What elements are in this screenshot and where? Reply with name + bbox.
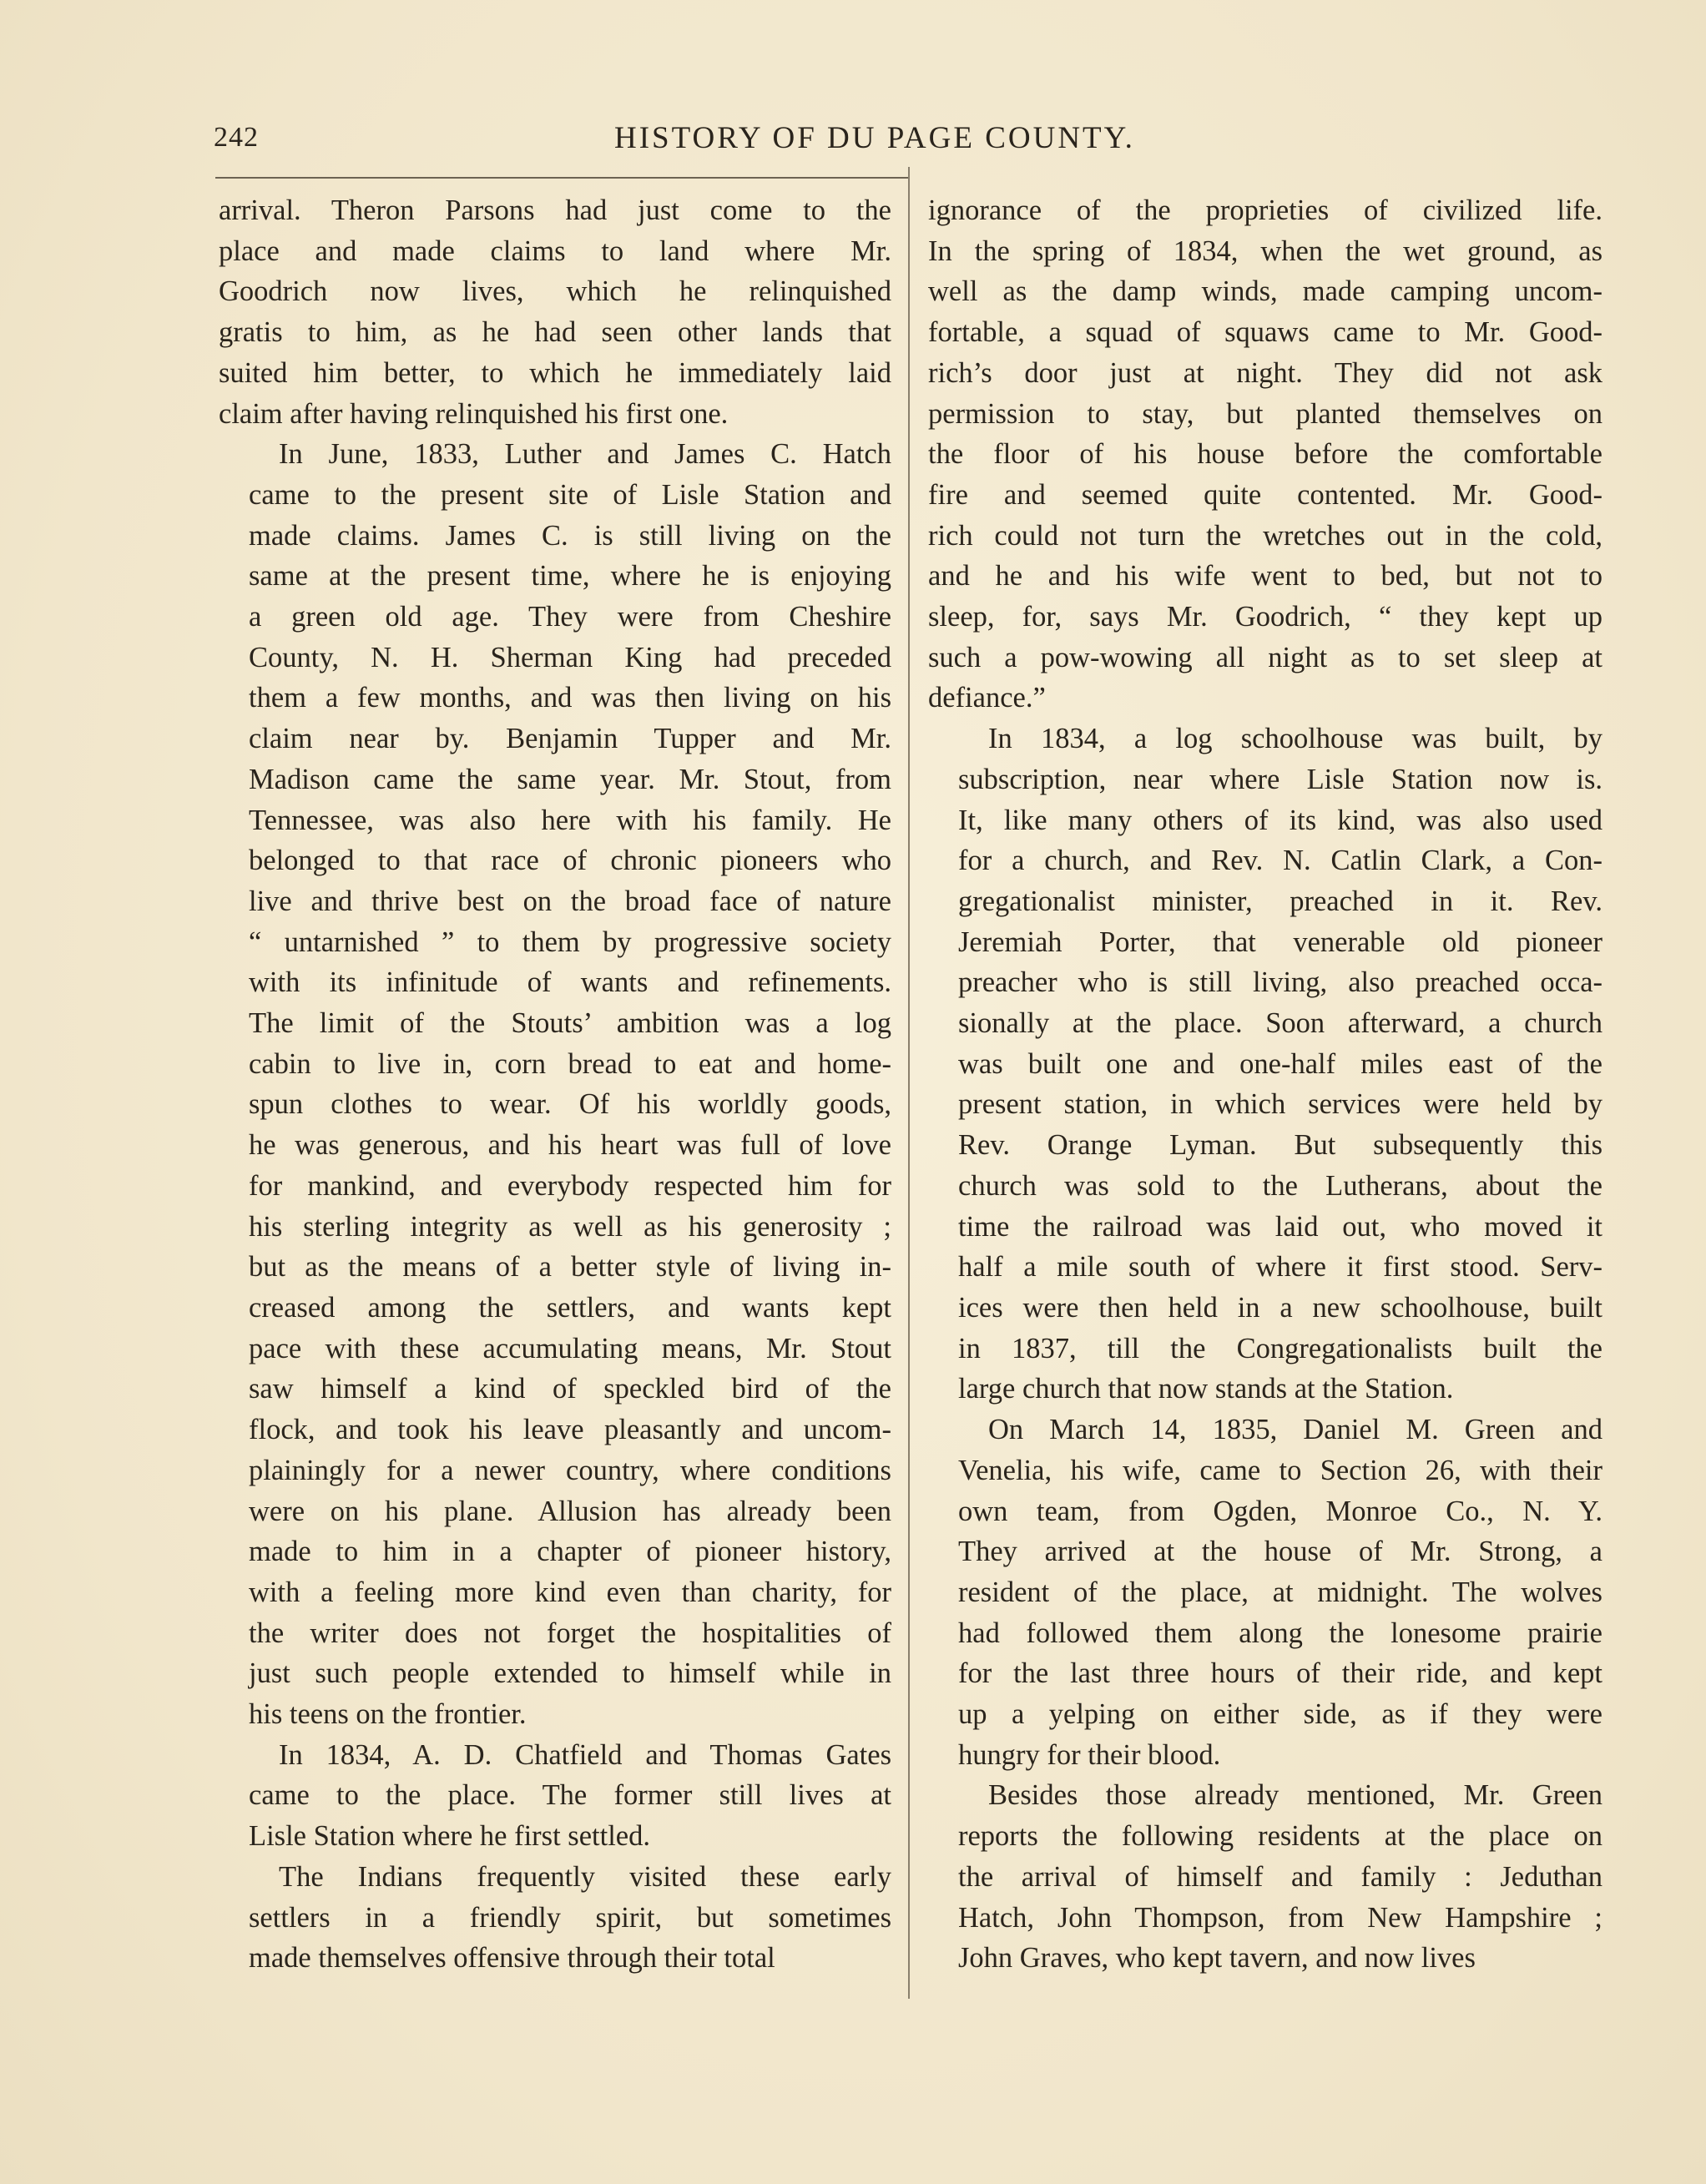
paragraph bbox=[928, 719, 1603, 1410]
text-line: was built one and one-half miles east of the bbox=[958, 1047, 1603, 1080]
text-line: came to the present site of Lisle Station and bbox=[249, 478, 891, 511]
text-line: the floor of his house before the comfortable bbox=[928, 438, 1603, 471]
paragraph bbox=[928, 1410, 1603, 1775]
text-line: cabin to live in, corn bread to eat and home- bbox=[249, 1047, 891, 1080]
paragraph bbox=[219, 190, 891, 434]
text-line: with its infinitude of wants and refinements. bbox=[249, 966, 891, 999]
text-line: sionally at the place. Soon afterward, a church bbox=[958, 1007, 1603, 1040]
text-line: defiance.” bbox=[928, 682, 1046, 714]
text-line: The Indians frequently visited these early bbox=[279, 1860, 891, 1893]
text-line: County, N. H. Sherman King had preceded bbox=[249, 641, 891, 673]
text-line: John Graves, who kept tavern, and now lives bbox=[958, 1942, 1476, 1975]
text-line: and he and his wife went to bed, but not to bbox=[928, 560, 1603, 593]
paragraph bbox=[219, 1857, 891, 1979]
text-line: but as the means of a better style of living in- bbox=[249, 1251, 891, 1284]
text-line: were on his plane. Allusion has already been bbox=[249, 1495, 891, 1527]
text-line: church was sold to the Lutherans, about the bbox=[958, 1169, 1603, 1202]
page-number: 242 bbox=[214, 122, 259, 153]
text-line: time the railroad was laid out, who moved it bbox=[958, 1210, 1603, 1243]
text-line: The limit of the Stouts’ ambition was a log bbox=[249, 1007, 891, 1040]
text-line: “ untarnished ” to them by progressive society bbox=[249, 926, 891, 958]
text-line: place and made claims to land where Mr. bbox=[219, 235, 891, 267]
paragraph bbox=[219, 1735, 891, 1857]
text-line: ices were then held in a new schoolhouse, built bbox=[958, 1291, 1603, 1324]
page-header bbox=[214, 115, 1491, 165]
text-line: arrival. Theron Parsons had just come to the bbox=[219, 194, 891, 226]
text-line: a green old age. They were from Cheshire bbox=[249, 601, 891, 633]
text-line: On March 14, 1835, Daniel M. Green and bbox=[988, 1414, 1603, 1446]
paragraph bbox=[928, 1775, 1603, 1979]
text-line: creased among the settlers, and wants kept bbox=[249, 1291, 891, 1324]
text-line: own team, from Ogden, Monroe Co., N. Y. bbox=[958, 1495, 1603, 1527]
text-line: fire and seemed quite contented. Mr. Good- bbox=[928, 478, 1603, 511]
paragraph bbox=[219, 434, 891, 1735]
text-line: for the last three hours of their ride, and kept bbox=[958, 1657, 1603, 1690]
text-line: up a yelping on either side, as if they were bbox=[958, 1698, 1603, 1731]
left-column bbox=[219, 190, 891, 1979]
paragraph bbox=[928, 190, 1603, 719]
text-line: the writer does not forget the hospitalities of bbox=[249, 1617, 891, 1649]
text-line: belonged to that race of chronic pioneers who bbox=[249, 845, 891, 877]
text-line: Besides those already mentioned, Mr. Green bbox=[988, 1779, 1603, 1812]
text-line: Jeremiah Porter, that venerable old pioneer bbox=[958, 926, 1603, 958]
text-line: preacher who is still living, also preached occa- bbox=[958, 966, 1603, 999]
column-divider bbox=[908, 167, 910, 1999]
text-line: made to him in a chapter of pioneer history, bbox=[249, 1536, 891, 1568]
text-line: spun clothes to wear. Of his worldly goods, bbox=[249, 1088, 891, 1121]
text-line: the arrival of himself and family : Jeduthan bbox=[958, 1860, 1603, 1893]
text-line: suited him better, to which he immediately laid bbox=[219, 356, 891, 389]
text-line: Hatch, John Thompson, from New Hampshire ; bbox=[958, 1901, 1603, 1934]
text-line: present station, in which services were held by bbox=[958, 1088, 1603, 1121]
text-line: Lisle Station where he first settled. bbox=[249, 1820, 650, 1853]
text-line: pace with these accumulating means, Mr. Stout bbox=[249, 1332, 891, 1364]
text-line: saw himself a kind of speckled bird of the bbox=[249, 1373, 891, 1405]
text-line: his sterling integrity as well as his generosity ; bbox=[249, 1210, 891, 1243]
text-line: rich’s door just at night. They did not ask bbox=[928, 356, 1603, 389]
text-line: reports the following residents at the place on bbox=[958, 1820, 1603, 1853]
right-column bbox=[928, 190, 1603, 1979]
text-line: Venelia, his wife, came to Section 26, with their bbox=[958, 1454, 1603, 1486]
text-line: claim after having relinquished his first one. bbox=[219, 397, 729, 430]
text-line: plainingly for a newer country, where conditions bbox=[249, 1454, 891, 1486]
text-line: them a few months, and was then living on his bbox=[249, 682, 891, 714]
text-line: made themselves offensive through their total bbox=[249, 1942, 775, 1975]
running-head: HISTORY OF DU PAGE COUNTY. bbox=[614, 121, 1135, 155]
text-line: sleep, for, says Mr. Goodrich, “ they kept up bbox=[928, 601, 1603, 633]
text-line: for mankind, and everybody respected him for bbox=[249, 1169, 891, 1202]
text-line: half a mile south of where it first stood. Serv- bbox=[958, 1251, 1603, 1284]
text-line: rich could not turn the wretches out in the cold, bbox=[928, 519, 1603, 552]
text-line: In June, 1833, Luther and James C. Hatch bbox=[279, 438, 891, 471]
text-line: Tennessee, was also here with his family. He bbox=[249, 804, 891, 836]
text-line: permission to stay, but planted themselves on bbox=[928, 397, 1603, 430]
text-line: subscription, near where Lisle Station now is. bbox=[958, 763, 1603, 795]
text-line: his teens on the frontier. bbox=[249, 1698, 527, 1731]
text-line: had followed them along the lonesome prairie bbox=[958, 1617, 1603, 1649]
text-line: resident of the place, at midnight. The wolves bbox=[958, 1576, 1603, 1608]
text-line: Goodrich now lives, which he relinquished bbox=[219, 275, 891, 308]
text-line: came to the place. The former still lives at bbox=[249, 1779, 891, 1812]
text-line: large church that now stands at the Station. bbox=[958, 1373, 1454, 1405]
text-line: hungry for their blood. bbox=[958, 1738, 1221, 1771]
text-line: gregationalist minister, preached in it. Rev. bbox=[958, 885, 1603, 917]
text-line: settlers in a friendly spirit, but sometimes bbox=[249, 1901, 891, 1934]
text-line: live and thrive best on the broad face of nature bbox=[249, 885, 891, 917]
text-line: just such people extended to himself while in bbox=[249, 1657, 891, 1690]
text-line: made claims. James C. is still living on the bbox=[249, 519, 891, 552]
text-line: Rev. Orange Lyman. But subsequently this bbox=[958, 1129, 1603, 1162]
header-rule bbox=[215, 177, 908, 179]
text-line: for a church, and Rev. N. Catlin Clark, a Con- bbox=[958, 845, 1603, 877]
text-line: Madison came the same year. Mr. Stout, from bbox=[249, 763, 891, 795]
text-line: he was generous, and his heart was full of love bbox=[249, 1129, 891, 1162]
text-line: with a feeling more kind even than charity, for bbox=[249, 1576, 891, 1608]
text-line: fortable, a squad of squaws came to Mr. Good- bbox=[928, 316, 1603, 349]
text-line: in 1837, till the Congregationalists built the bbox=[958, 1332, 1603, 1364]
text-line: claim near by. Benjamin Tupper and Mr. bbox=[249, 723, 891, 755]
text-line: In 1834, a log schoolhouse was built, by bbox=[988, 723, 1603, 755]
text-line: ignorance of the proprieties of civilized life. bbox=[928, 194, 1603, 226]
text-line: well as the damp winds, made camping uncom- bbox=[928, 275, 1603, 308]
text-line: In 1834, A. D. Chatfield and Thomas Gates bbox=[279, 1738, 891, 1771]
text-line: They arrived at the house of Mr. Strong, a bbox=[958, 1536, 1603, 1568]
text-line: same at the present time, where he is enjoying bbox=[249, 560, 891, 593]
text-line: It, like many others of its kind, was also used bbox=[958, 804, 1603, 836]
text-line: such a pow-wowing all night as to set sleep at bbox=[928, 641, 1603, 673]
text-line: flock, and took his leave pleasantly and uncom- bbox=[249, 1414, 891, 1446]
text-line: gratis to him, as he had seen other lands that bbox=[219, 316, 891, 349]
text-line: In the spring of 1834, when the wet ground, as bbox=[928, 235, 1603, 267]
